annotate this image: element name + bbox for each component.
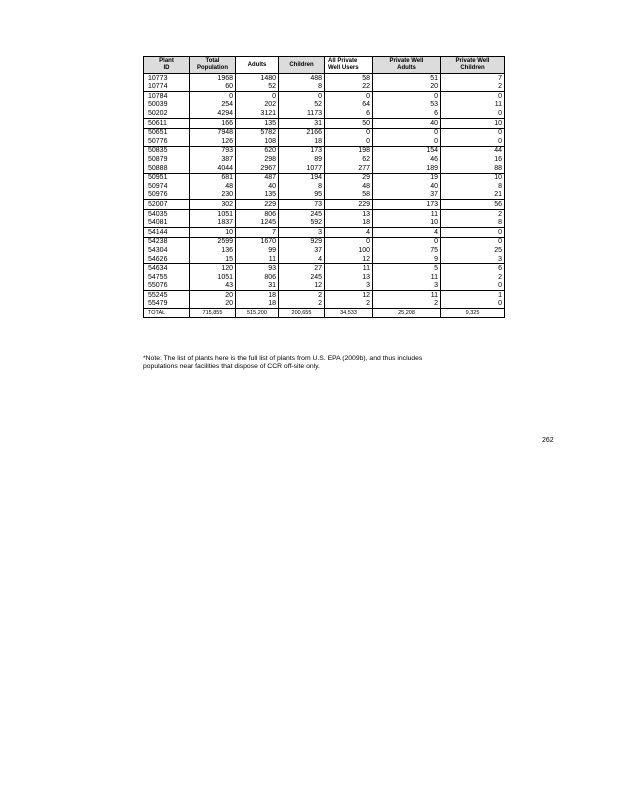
cell-plant-id: 52007	[144, 200, 190, 210]
cell-children: 52	[279, 101, 325, 110]
cell-children: 2	[279, 300, 325, 309]
cell-plant-id: 54144	[144, 228, 190, 238]
cell-total-population: 120	[190, 264, 236, 273]
cell-private-well-adults: 154	[373, 146, 441, 155]
cell-plant-id: 10773	[144, 74, 190, 83]
cell-children: 89	[279, 155, 325, 164]
cell-private-well-adults: 189	[373, 164, 441, 173]
cell-total-population: 254	[190, 101, 236, 110]
table-row	[144, 200, 505, 210]
cell-private-well-adults: 46	[373, 155, 441, 164]
cell-plant-id: 50888	[144, 164, 190, 173]
total-plant-id: TOTAL	[144, 309, 190, 318]
cell-plant-id: 50202	[144, 109, 190, 118]
cell-total-population: 681	[190, 173, 236, 182]
cell-adults: 229	[236, 200, 279, 210]
cell-private-well-children: 25	[441, 246, 505, 255]
table-row	[144, 74, 505, 83]
cell-adults: 99	[236, 246, 279, 255]
cell-total-population: 20	[190, 291, 236, 300]
cell-adults: 5782	[236, 128, 279, 137]
cell-plant-id: 50039	[144, 101, 190, 110]
cell-private-well-children: 0	[441, 137, 505, 146]
cell-all-private-well-users: 0	[325, 237, 373, 246]
cell-total-population: 15	[190, 255, 236, 264]
cell-adults: 202	[236, 101, 279, 110]
cell-children: 27	[279, 264, 325, 273]
table-row	[144, 273, 505, 282]
cell-total-population: 1968	[190, 74, 236, 83]
cell-private-well-children: 0	[441, 237, 505, 246]
cell-children: 1077	[279, 164, 325, 173]
cell-total-population: 1051	[190, 273, 236, 282]
table-row	[144, 173, 505, 182]
cell-private-well-adults: 40	[373, 118, 441, 128]
cell-private-well-adults: 0	[373, 137, 441, 146]
cell-private-well-adults: 75	[373, 246, 441, 255]
cell-private-well-adults: 11	[373, 291, 441, 300]
cell-plant-id: 50651	[144, 128, 190, 137]
table-row	[144, 246, 505, 255]
cell-plant-id: 54626	[144, 255, 190, 264]
cell-private-well-children: 11	[441, 101, 505, 110]
cell-all-private-well-users: 64	[325, 101, 373, 110]
cell-adults: 1480	[236, 74, 279, 83]
cell-all-private-well-users: 12	[325, 291, 373, 300]
cell-total-population: 7948	[190, 128, 236, 137]
cell-adults: 3121	[236, 109, 279, 118]
cell-total-population: 230	[190, 191, 236, 200]
cell-plant-id: 10774	[144, 83, 190, 92]
cell-adults: 135	[236, 191, 279, 200]
table-row	[144, 146, 505, 155]
cell-private-well-adults: 4	[373, 228, 441, 238]
total-row	[144, 309, 505, 318]
cell-children: 2166	[279, 128, 325, 137]
cell-adults: 1670	[236, 237, 279, 246]
cell-total-population: 166	[190, 118, 236, 128]
cell-plant-id: 55479	[144, 300, 190, 309]
cell-private-well-children: 2	[441, 273, 505, 282]
table-row	[144, 209, 505, 218]
header-all-private-well-users: All Private Well Users	[325, 57, 373, 74]
cell-all-private-well-users: 198	[325, 146, 373, 155]
cell-plant-id: 50976	[144, 191, 190, 200]
cell-total-population: 387	[190, 155, 236, 164]
cell-total-population: 4294	[190, 109, 236, 118]
cell-all-private-well-users: 3	[325, 282, 373, 291]
cell-adults: 2967	[236, 164, 279, 173]
cell-all-private-well-users: 58	[325, 191, 373, 200]
cell-all-private-well-users: 277	[325, 164, 373, 173]
cell-adults: 0	[236, 92, 279, 101]
cell-children: 18	[279, 137, 325, 146]
cell-total-population: 302	[190, 200, 236, 210]
cell-adults: 7	[236, 228, 279, 238]
cell-plant-id: 54081	[144, 219, 190, 228]
cell-plant-id: 10784	[144, 92, 190, 101]
cell-all-private-well-users: 100	[325, 246, 373, 255]
cell-plant-id: 54304	[144, 246, 190, 255]
table-footnote: *Note: The list of plants here is the full list of plants from U.S. EPA (2009b), and thus includes populations near facilities that dispose of CCR off-site only.	[143, 355, 423, 371]
cell-private-well-adults: 9	[373, 255, 441, 264]
data-table	[143, 56, 505, 318]
table-row	[144, 219, 505, 228]
cell-all-private-well-users: 2	[325, 300, 373, 309]
table-row	[144, 83, 505, 92]
cell-children: 8	[279, 83, 325, 92]
cell-all-private-well-users: 62	[325, 155, 373, 164]
cell-private-well-adults: 3	[373, 282, 441, 291]
cell-all-private-well-users: 0	[325, 128, 373, 137]
cell-all-private-well-users: 48	[325, 182, 373, 191]
cell-children: 0	[279, 92, 325, 101]
cell-adults: 806	[236, 273, 279, 282]
cell-private-well-adults: 19	[373, 173, 441, 182]
cell-children: 173	[279, 146, 325, 155]
cell-private-well-adults: 40	[373, 182, 441, 191]
cell-children: 592	[279, 219, 325, 228]
cell-adults: 620	[236, 146, 279, 155]
cell-plant-id: 50951	[144, 173, 190, 182]
cell-children: 194	[279, 173, 325, 182]
cell-children: 245	[279, 209, 325, 218]
table-row	[144, 300, 505, 309]
cell-all-private-well-users: 13	[325, 209, 373, 218]
page-number: 262	[542, 437, 554, 444]
cell-total-population: 2599	[190, 237, 236, 246]
cell-total-population: 136	[190, 246, 236, 255]
cell-total-population: 43	[190, 282, 236, 291]
cell-private-well-adults: 173	[373, 200, 441, 210]
cell-all-private-well-users: 6	[325, 109, 373, 118]
cell-private-well-children: 6	[441, 264, 505, 273]
cell-private-well-adults: 51	[373, 74, 441, 83]
cell-total-population: 4044	[190, 164, 236, 173]
cell-private-well-adults: 0	[373, 92, 441, 101]
table-row	[144, 291, 505, 300]
header-total-population: Total Population	[190, 57, 236, 74]
cell-plant-id: 55076	[144, 282, 190, 291]
cell-all-private-well-users: 229	[325, 200, 373, 210]
cell-private-well-children: 2	[441, 83, 505, 92]
cell-all-private-well-users: 0	[325, 137, 373, 146]
cell-adults: 31	[236, 282, 279, 291]
total-total-population: 715,855	[190, 309, 236, 318]
cell-private-well-children: 88	[441, 164, 505, 173]
cell-adults: 18	[236, 300, 279, 309]
table-row	[144, 182, 505, 191]
cell-plant-id: 54035	[144, 209, 190, 218]
cell-total-population: 126	[190, 137, 236, 146]
cell-plant-id: 54755	[144, 273, 190, 282]
cell-adults: 108	[236, 137, 279, 146]
cell-all-private-well-users: 29	[325, 173, 373, 182]
cell-plant-id: 54634	[144, 264, 190, 273]
cell-adults: 487	[236, 173, 279, 182]
cell-private-well-children: 10	[441, 118, 505, 128]
table-row	[144, 128, 505, 137]
cell-total-population: 0	[190, 92, 236, 101]
cell-adults: 40	[236, 182, 279, 191]
cell-total-population: 1837	[190, 219, 236, 228]
cell-children: 4	[279, 255, 325, 264]
cell-adults: 135	[236, 118, 279, 128]
total-adults: 515,200	[236, 309, 279, 318]
cell-all-private-well-users: 4	[325, 228, 373, 238]
cell-private-well-children: 3	[441, 255, 505, 264]
cell-private-well-children: 10	[441, 173, 505, 182]
cell-children: 488	[279, 74, 325, 83]
cell-private-well-adults: 10	[373, 219, 441, 228]
table-row	[144, 255, 505, 264]
cell-children: 12	[279, 282, 325, 291]
table-row	[144, 282, 505, 291]
cell-total-population: 1051	[190, 209, 236, 218]
cell-private-well-children: 56	[441, 200, 505, 210]
table-row	[144, 101, 505, 110]
header-plant-id: Plant ID	[144, 57, 190, 74]
cell-adults: 11	[236, 255, 279, 264]
header-adults: Adults	[236, 57, 279, 74]
cell-private-well-adults: 2	[373, 300, 441, 309]
cell-private-well-children: 1	[441, 291, 505, 300]
cell-plant-id: 50776	[144, 137, 190, 146]
table-row	[144, 191, 505, 200]
cell-private-well-children: 0	[441, 228, 505, 238]
cell-plant-id: 50611	[144, 118, 190, 128]
cell-all-private-well-users: 0	[325, 92, 373, 101]
cell-children: 1173	[279, 109, 325, 118]
cell-total-population: 20	[190, 300, 236, 309]
cell-private-well-adults: 11	[373, 273, 441, 282]
table-row	[144, 118, 505, 128]
total-private-well-children: 9,325	[441, 309, 505, 318]
cell-private-well-adults: 53	[373, 101, 441, 110]
cell-private-well-children: 0	[441, 282, 505, 291]
header-row	[144, 57, 505, 74]
cell-adults: 18	[236, 291, 279, 300]
table-row	[144, 264, 505, 273]
cell-private-well-adults: 37	[373, 191, 441, 200]
total-private-well-adults: 25,208	[373, 309, 441, 318]
cell-total-population: 10	[190, 228, 236, 238]
table-row	[144, 92, 505, 101]
cell-private-well-children: 2	[441, 209, 505, 218]
cell-children: 37	[279, 246, 325, 255]
header-private-well-adults: Private Well Adults	[373, 57, 441, 74]
cell-private-well-children: 44	[441, 146, 505, 155]
cell-private-well-children: 8	[441, 219, 505, 228]
cell-private-well-adults: 6	[373, 109, 441, 118]
cell-private-well-adults: 5	[373, 264, 441, 273]
cell-children: 31	[279, 118, 325, 128]
cell-private-well-children: 8	[441, 182, 505, 191]
cell-children: 73	[279, 200, 325, 210]
table-row	[144, 137, 505, 146]
total-children: 200,655	[279, 309, 325, 318]
cell-adults: 298	[236, 155, 279, 164]
cell-all-private-well-users: 58	[325, 74, 373, 83]
cell-adults: 1245	[236, 219, 279, 228]
table-row	[144, 109, 505, 118]
cell-plant-id: 50835	[144, 146, 190, 155]
cell-all-private-well-users: 12	[325, 255, 373, 264]
cell-children: 929	[279, 237, 325, 246]
cell-all-private-well-users: 22	[325, 83, 373, 92]
table-row	[144, 237, 505, 246]
cell-private-well-adults: 11	[373, 209, 441, 218]
cell-total-population: 60	[190, 83, 236, 92]
cell-private-well-children: 0	[441, 92, 505, 101]
cell-all-private-well-users: 13	[325, 273, 373, 282]
cell-private-well-children: 7	[441, 74, 505, 83]
table-row	[144, 164, 505, 173]
cell-private-well-children: 16	[441, 155, 505, 164]
cell-private-well-adults: 0	[373, 237, 441, 246]
cell-children: 3	[279, 228, 325, 238]
cell-children: 245	[279, 273, 325, 282]
cell-private-well-children: 0	[441, 300, 505, 309]
table-row	[144, 228, 505, 238]
cell-plant-id: 50879	[144, 155, 190, 164]
cell-private-well-adults: 20	[373, 83, 441, 92]
cell-all-private-well-users: 11	[325, 264, 373, 273]
cell-private-well-children: 0	[441, 128, 505, 137]
cell-total-population: 793	[190, 146, 236, 155]
cell-adults: 806	[236, 209, 279, 218]
cell-private-well-children: 21	[441, 191, 505, 200]
cell-total-population: 48	[190, 182, 236, 191]
header-children: Children	[279, 57, 325, 74]
cell-private-well-adults: 0	[373, 128, 441, 137]
total-all-private-well-users: 34,533	[325, 309, 373, 318]
cell-all-private-well-users: 18	[325, 219, 373, 228]
header-private-well-children: Private Well Children	[441, 57, 505, 74]
cell-all-private-well-users: 50	[325, 118, 373, 128]
table-row	[144, 155, 505, 164]
cell-plant-id: 54238	[144, 237, 190, 246]
cell-children: 8	[279, 182, 325, 191]
cell-children: 2	[279, 291, 325, 300]
cell-plant-id: 55245	[144, 291, 190, 300]
cell-private-well-children: 0	[441, 109, 505, 118]
cell-plant-id: 50974	[144, 182, 190, 191]
table-body	[144, 74, 505, 318]
cell-children: 95	[279, 191, 325, 200]
cell-adults: 52	[236, 83, 279, 92]
cell-adults: 93	[236, 264, 279, 273]
